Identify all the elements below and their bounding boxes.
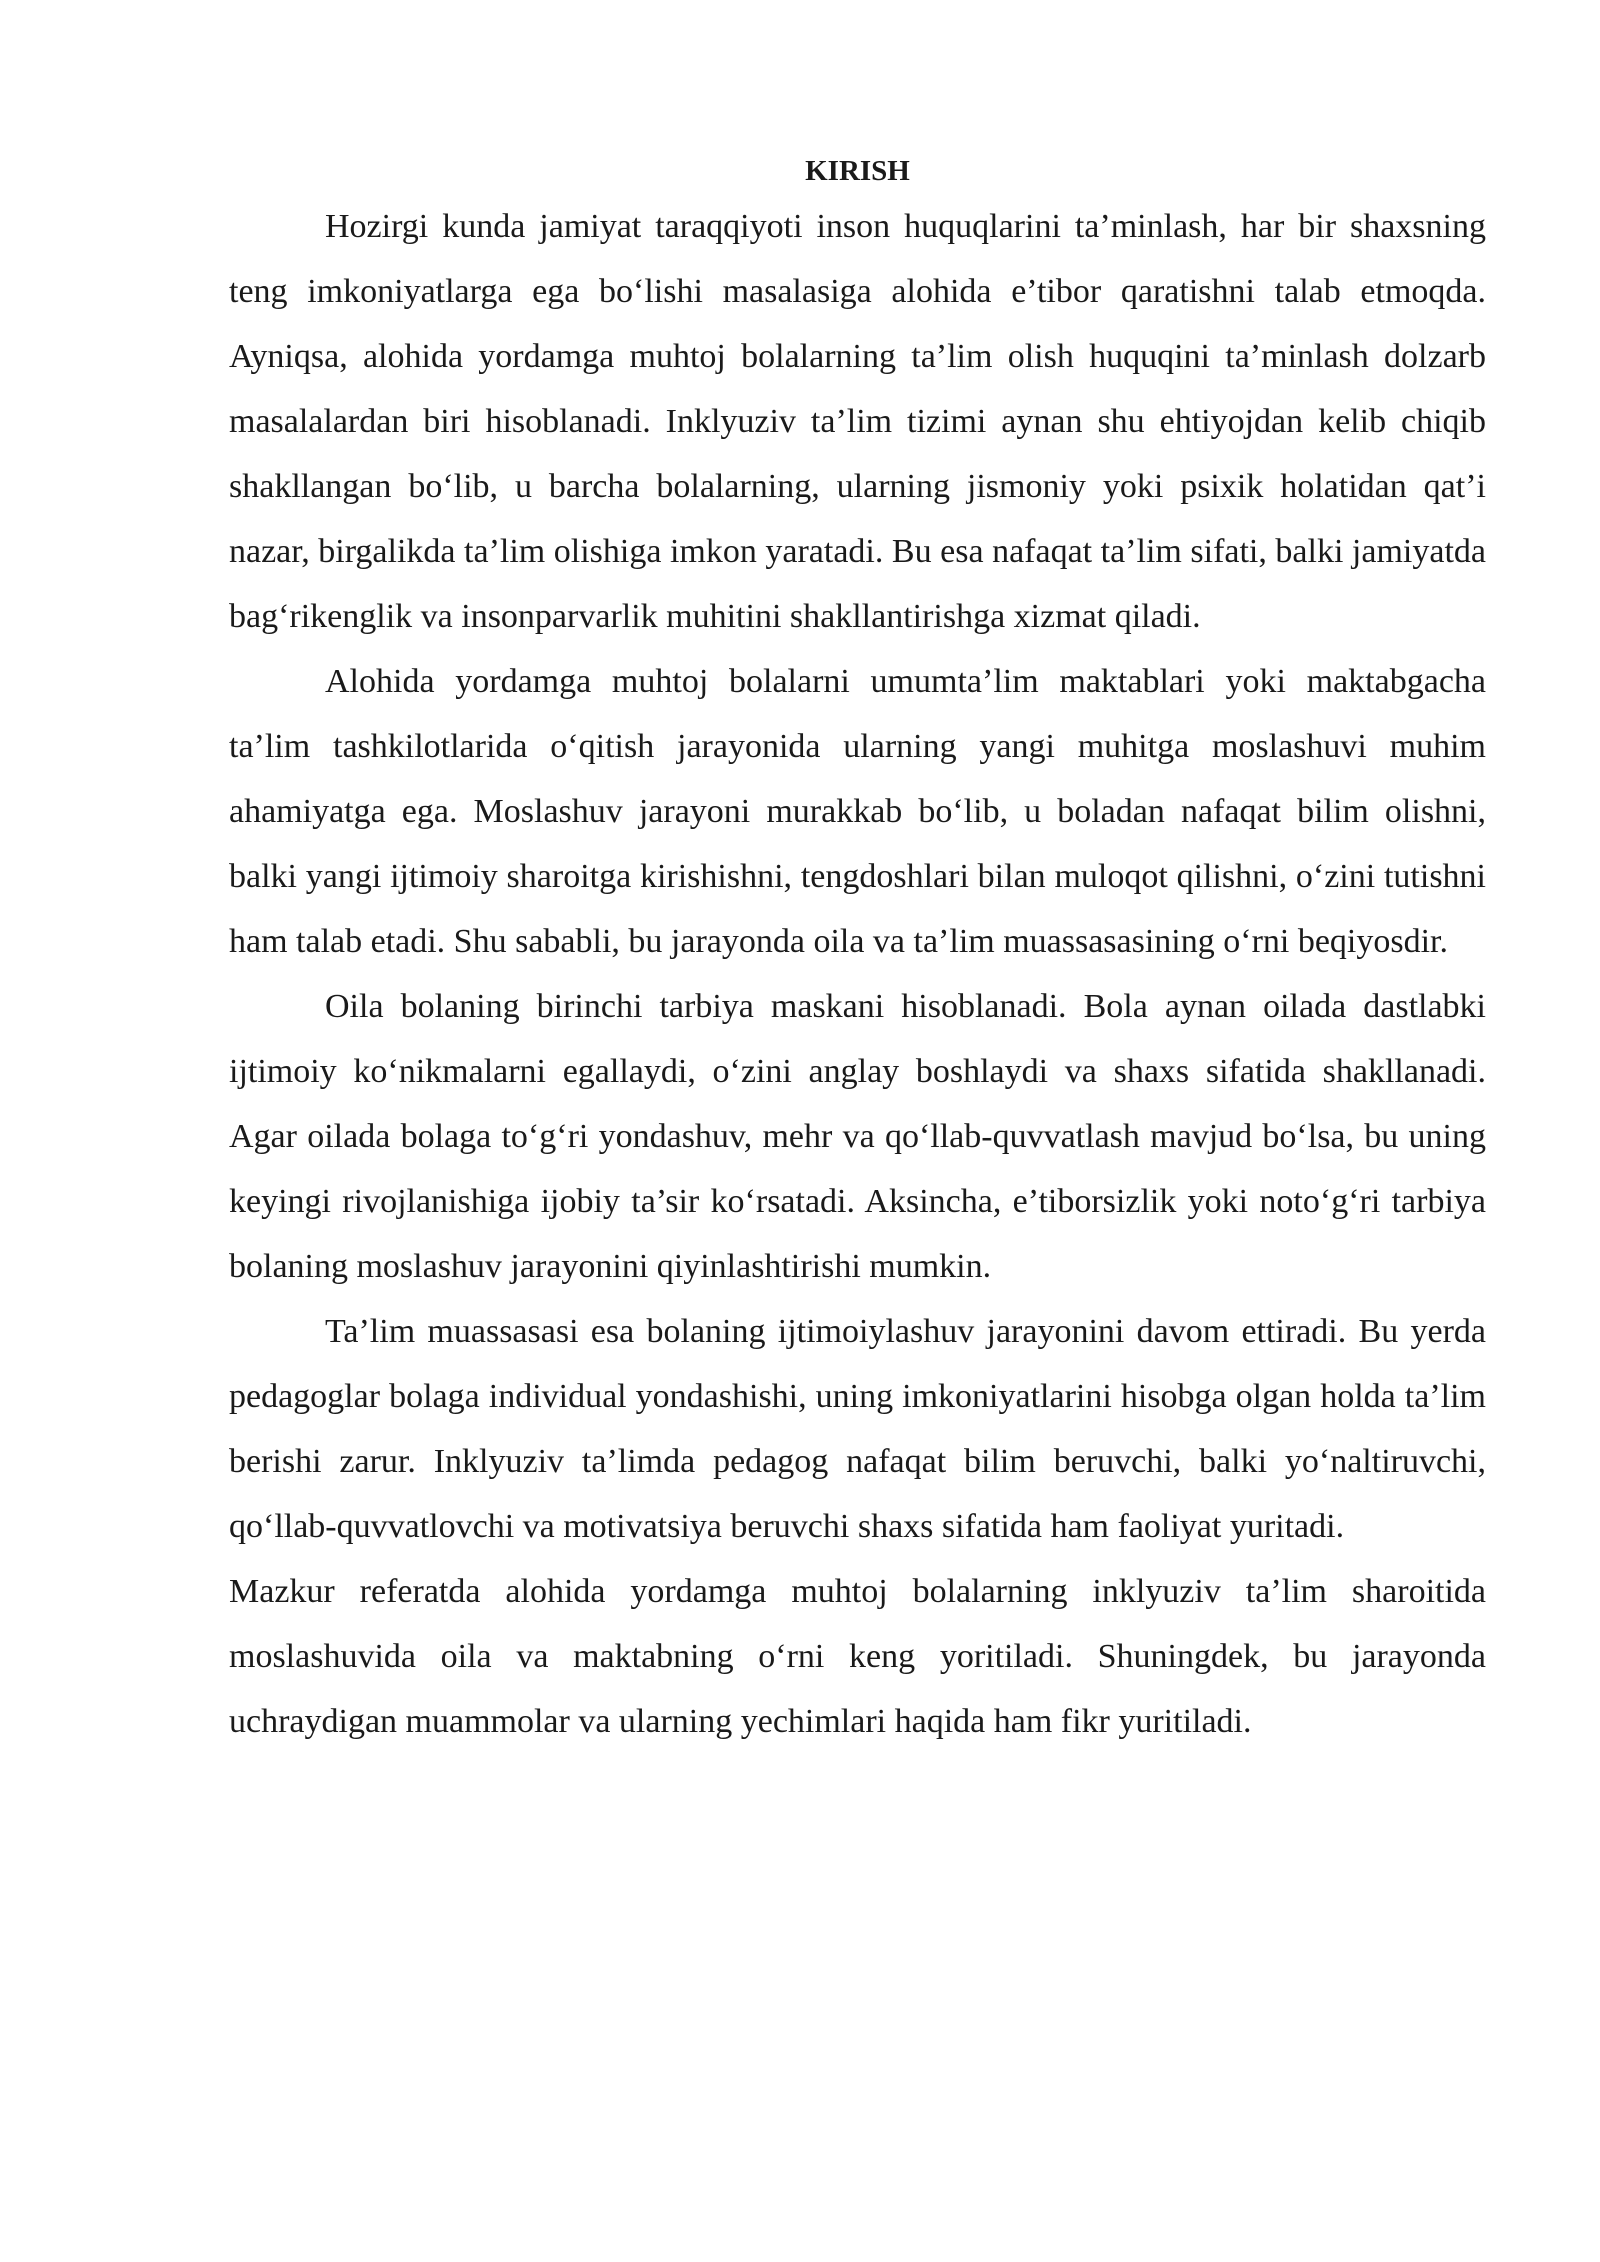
paragraph-summary: Mazkur referatda alohida yordamga muhtoj bolalarning inklyuziv ta’lim sharoitida moslashuvida oila va maktabning o‘rni keng yoritiladi. Shuningdek, bu jarayonda uchraydigan muammolar va ularning yechimlari haqida ham fikr yuritiladi. bbox=[229, 1573, 1486, 1740]
paragraph-institution: Ta’lim muassasasi esa bolaning ijtimoiylashuv jarayonini davom ettiradi. Bu yerda pedagoglar bolaga individual yondashishi, uning imkoniyatlarini hisobga olgan holda ta’lim berishi zarur. Inklyuziv ta’limda pedagog nafaqat bilim beruvchi, balki yo‘naltiruvchi, qo‘llab-quvvatlovchi va motivatsiya beruvchi shaxs sifatida ham faoliyat yuritadi. bbox=[229, 1313, 1486, 1545]
document-body bbox=[229, 150, 1486, 1754]
paragraph-adaptation: Alohida yordamga muhtoj bolalarni umumta’lim maktablari yoki maktabgacha ta’lim tashkilotlarida o‘qitish jarayonida ularning yangi muhitga moslashuvi muhim ahamiyatga ega. Moslashuv jarayoni murakkab bo‘lib, u boladan nafaqat bilim olishni, balki yangi ijtimoiy sharoitga kirishishni, tengdoshlari bilan muloqot qilishni, o‘zini tutishni ham talab etadi. Shu sababli, bu jarayonda oila va ta’lim muassasasining o‘rni beqiyosdir. bbox=[229, 663, 1486, 960]
document-title: KIRISH bbox=[805, 155, 910, 187]
paragraph-family: Oila bolaning birinchi tarbiya maskani hisoblanadi. Bola aynan oilada dastlabki ijtimoiy ko‘nikmalarni egallaydi, o‘zini anglay boshlaydi va shaxs sifatida shakllanadi. Agar oilada bolaga to‘g‘ri yondashuv, mehr va qo‘llab-quvvatlash mavjud bo‘lsa, bu uning keyingi rivojlanishiga ijobiy ta’sir ko‘rsatadi. Aksincha, e’tiborsizlik yoki noto‘g‘ri tarbiya bolaning moslashuv jarayonini qiyinlashtirishi mumkin. bbox=[229, 988, 1486, 1285]
paragraph-intro: Hozirgi kunda jamiyat taraqqiyoti inson huquqlarini ta’minlash, har bir shaxsning teng imkoniyatlarga ega bo‘lishi masalasiga alohida e’tibor qaratishni talab etmoqda. Ayniqsa, alohida yordamga muhtoj bolalarning ta’lim olish huquqini ta’minlash dolzarb masalalardan biri hisoblanadi. Inklyuziv ta’lim tizimi aynan shu ehtiyojdan kelib chiqib shakllangan bo‘lib, u barcha bolalarning, ularning jismoniy yoki psixik holatidan qat’i nazar, birgalikda ta’lim olishiga imkon yaratadi. Bu esa nafaqat ta’lim sifati, balki jamiyatda bag‘rikenglik va insonparvarlik muhitini shakllantirishga xizmat qiladi. bbox=[229, 208, 1486, 635]
